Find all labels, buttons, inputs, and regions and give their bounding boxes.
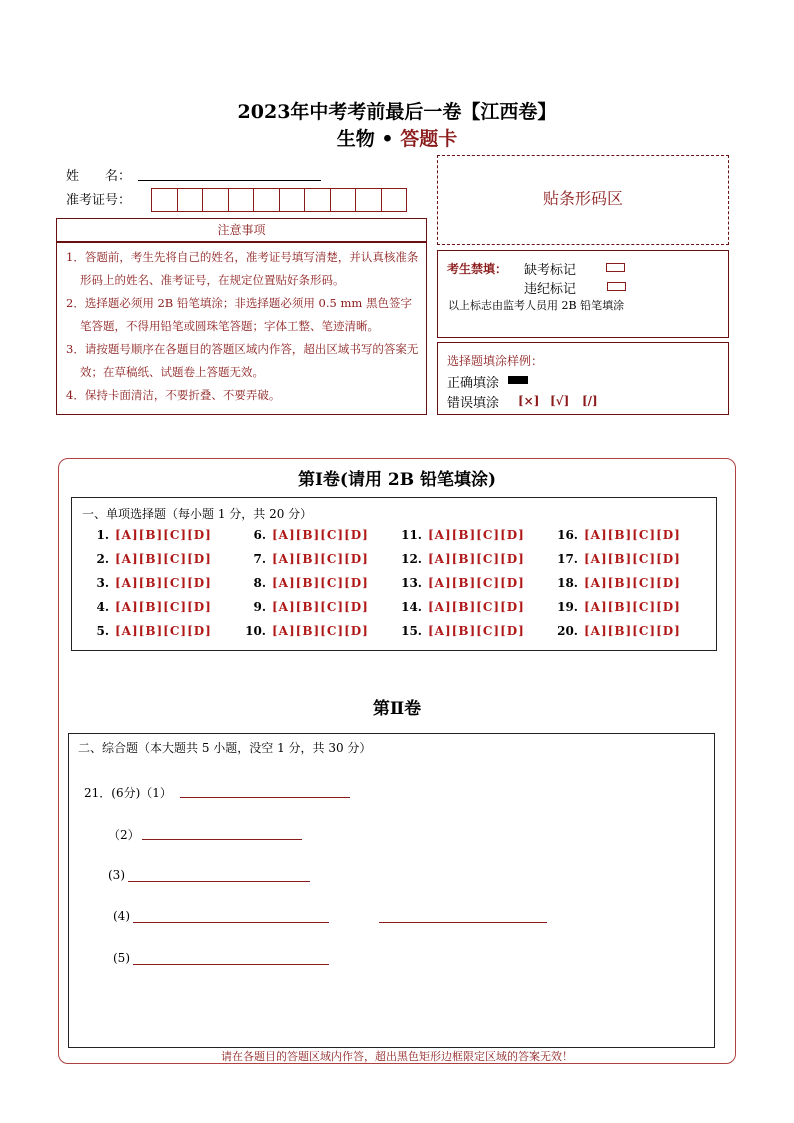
wrong-mark: [/]: [582, 394, 598, 408]
answer-options[interactable]: [A][B][C][D]: [272, 576, 369, 590]
answer-options[interactable]: [A][B][C][D]: [115, 600, 212, 614]
question-number: 2.: [96, 552, 109, 566]
choice-question: [556, 600, 681, 614]
choice-question: [244, 528, 369, 542]
id-digit-cell[interactable]: [330, 188, 357, 212]
forbid-label: 考生禁填：: [447, 262, 508, 276]
violation-mark[interactable]: [607, 282, 626, 291]
answer-options[interactable]: [A][B][C][D]: [428, 528, 525, 542]
wrong-mark: [√]: [550, 394, 570, 408]
question-number: 10.: [245, 624, 266, 638]
question-number: 18.: [557, 576, 578, 590]
answer-options[interactable]: [A][B][C][D]: [272, 600, 369, 614]
notice-box: [56, 242, 427, 415]
choice-question: [87, 600, 212, 614]
id-digit-cell[interactable]: [381, 188, 408, 212]
id-label: 准考证号：: [66, 193, 132, 208]
page-title: 2023年中考考前最后一卷【江西卷】: [237, 101, 557, 123]
id-digit-cell[interactable]: [177, 188, 204, 212]
answer-options[interactable]: [A][B][C][D]: [272, 552, 369, 566]
answer-options[interactable]: [A][B][C][D]: [584, 624, 681, 638]
question-number: 3.: [96, 576, 109, 590]
notice-item: 4．保持卡面清洁，不要折叠、不要弄破。: [66, 388, 281, 402]
card-label: 答题卡: [400, 128, 458, 150]
answer-options[interactable]: [A][B][C][D]: [428, 552, 525, 566]
choice-question: [87, 528, 212, 542]
choice-question: [244, 552, 369, 566]
notice-item: 1．答题前，考生先将自己的姓名，准考证号填写清楚，并认真核准条形码上的姓名、准考证号，在规定位置贴好条形码。: [66, 250, 419, 287]
choice-section-title: 一、单项选择题（每小题 1 分，共 20 分）: [82, 507, 313, 521]
question-number: 1.: [96, 528, 109, 542]
question-number: 13.: [401, 576, 422, 590]
part2-title: 第Ⅱ卷: [372, 699, 422, 719]
answer-line-2[interactable]: [142, 839, 302, 840]
answer-options[interactable]: [A][B][C][D]: [115, 576, 212, 590]
id-cells: [151, 188, 406, 212]
id-digit-cell[interactable]: [279, 188, 306, 212]
question-number: 15.: [401, 624, 422, 638]
choice-question: [556, 624, 681, 638]
question-number: 19.: [557, 600, 578, 614]
choice-question: [244, 600, 369, 614]
page-subtitle: [0, 124, 794, 151]
absent-mark[interactable]: [606, 263, 625, 272]
q21-sub4: (4): [113, 909, 130, 923]
choice-question: [556, 528, 681, 542]
filled-mark-icon: [508, 376, 528, 384]
correct-label: 正确填涂: [447, 376, 500, 391]
choice-question: [400, 528, 525, 542]
answer-options[interactable]: [A][B][C][D]: [428, 600, 525, 614]
id-digit-cell[interactable]: [202, 188, 229, 212]
dot: •: [381, 128, 394, 150]
question-number: 8.: [253, 576, 266, 590]
comprehensive-section-title: 二、综合题（本大题共 5 小题，没空 1 分，共 30 分）: [78, 741, 372, 755]
wrong-mark: [×]: [518, 394, 540, 408]
choice-question: [244, 576, 369, 590]
question-number: 12.: [401, 552, 422, 566]
notice-item: 2．选择题必须用 2B 铅笔填涂；非选择题必须用 0.5 mm 黑色签字笔答题，不得用铅笔或圆珠笔答题；字体工整、笔迹清晰。: [66, 296, 412, 333]
answer-options[interactable]: [A][B][C][D]: [272, 624, 369, 638]
question-number: 14.: [401, 600, 422, 614]
answer-options[interactable]: [A][B][C][D]: [428, 576, 525, 590]
wrong-label: 错误填涂: [447, 396, 500, 411]
question-number: 20.: [557, 624, 578, 638]
absent-label: 缺考标记: [524, 263, 577, 278]
question-number: 7.: [253, 552, 266, 566]
answer-options[interactable]: [A][B][C][D]: [115, 552, 212, 566]
question-number: 16.: [557, 528, 578, 542]
notice-item: 3．请按题号顺序在各题目的答题区域内作答，超出区域书写的答案无效；在草稿纸、试题卷上答题无效。: [66, 342, 419, 379]
forbid-box: [437, 250, 729, 338]
answer-options[interactable]: [A][B][C][D]: [584, 576, 681, 590]
choice-question: [400, 552, 525, 566]
answer-options[interactable]: [A][B][C][D]: [428, 624, 525, 638]
choice-question: [400, 576, 525, 590]
answer-line-4a[interactable]: [133, 922, 329, 923]
barcode-area: 贴条形码区: [437, 155, 729, 245]
q21-sub2: （2）: [108, 828, 140, 842]
answer-options[interactable]: [A][B][C][D]: [584, 600, 681, 614]
q21-label: 21．(6分)（1）: [84, 786, 172, 800]
choice-question: [556, 576, 681, 590]
choice-question: [244, 624, 369, 638]
id-digit-cell[interactable]: [304, 188, 331, 212]
id-digit-cell[interactable]: [228, 188, 255, 212]
name-field[interactable]: [138, 180, 321, 181]
question-number: 11.: [401, 528, 422, 542]
comprehensive-section: [68, 733, 715, 1048]
answer-line-3[interactable]: [128, 881, 310, 882]
answer-options[interactable]: [A][B][C][D]: [584, 528, 681, 542]
choice-section: [71, 497, 717, 651]
part1-title: 第Ⅰ卷(请用 2B 铅笔填涂): [297, 470, 497, 490]
q21-sub3: (3): [108, 868, 125, 882]
subject: 生物: [336, 128, 375, 150]
name-label: 姓 名：: [66, 169, 132, 184]
answer-options[interactable]: [A][B][C][D]: [115, 528, 212, 542]
question-number: 4.: [96, 600, 109, 614]
footer-warning: 请在各题目的答题区域内作答，超出黑色矩形边框限定区域的答案无效！: [221, 1050, 573, 1063]
question-number: 9.: [253, 600, 266, 614]
answer-options[interactable]: [A][B][C][D]: [115, 624, 212, 638]
id-digit-cell[interactable]: [253, 188, 280, 212]
answer-line-1[interactable]: [180, 797, 350, 798]
id-digit-cell[interactable]: [151, 188, 178, 212]
forbid-note: 以上标志由监考人员用 2B 铅笔填涂: [448, 299, 625, 312]
choice-question: [87, 624, 212, 638]
question-number: 5.: [96, 624, 109, 638]
id-digit-cell[interactable]: [355, 188, 382, 212]
answer-options[interactable]: [A][B][C][D]: [272, 528, 369, 542]
answer-line-5[interactable]: [133, 964, 329, 965]
choice-question: [87, 552, 212, 566]
question-number: 6.: [253, 528, 266, 542]
answer-options[interactable]: [A][B][C][D]: [584, 552, 681, 566]
sample-box: [437, 342, 729, 415]
choice-question: [556, 552, 681, 566]
q21-sub5: (5): [113, 951, 130, 965]
violation-label: 违纪标记: [524, 282, 577, 297]
choice-question: [400, 600, 525, 614]
choice-question: [87, 576, 212, 590]
question-number: 17.: [557, 552, 578, 566]
answer-line-4b[interactable]: [379, 922, 547, 923]
sample-label: 选择题填涂样例：: [447, 354, 544, 368]
choice-question: [400, 624, 525, 638]
notice-heading: 注意事项: [56, 218, 427, 242]
